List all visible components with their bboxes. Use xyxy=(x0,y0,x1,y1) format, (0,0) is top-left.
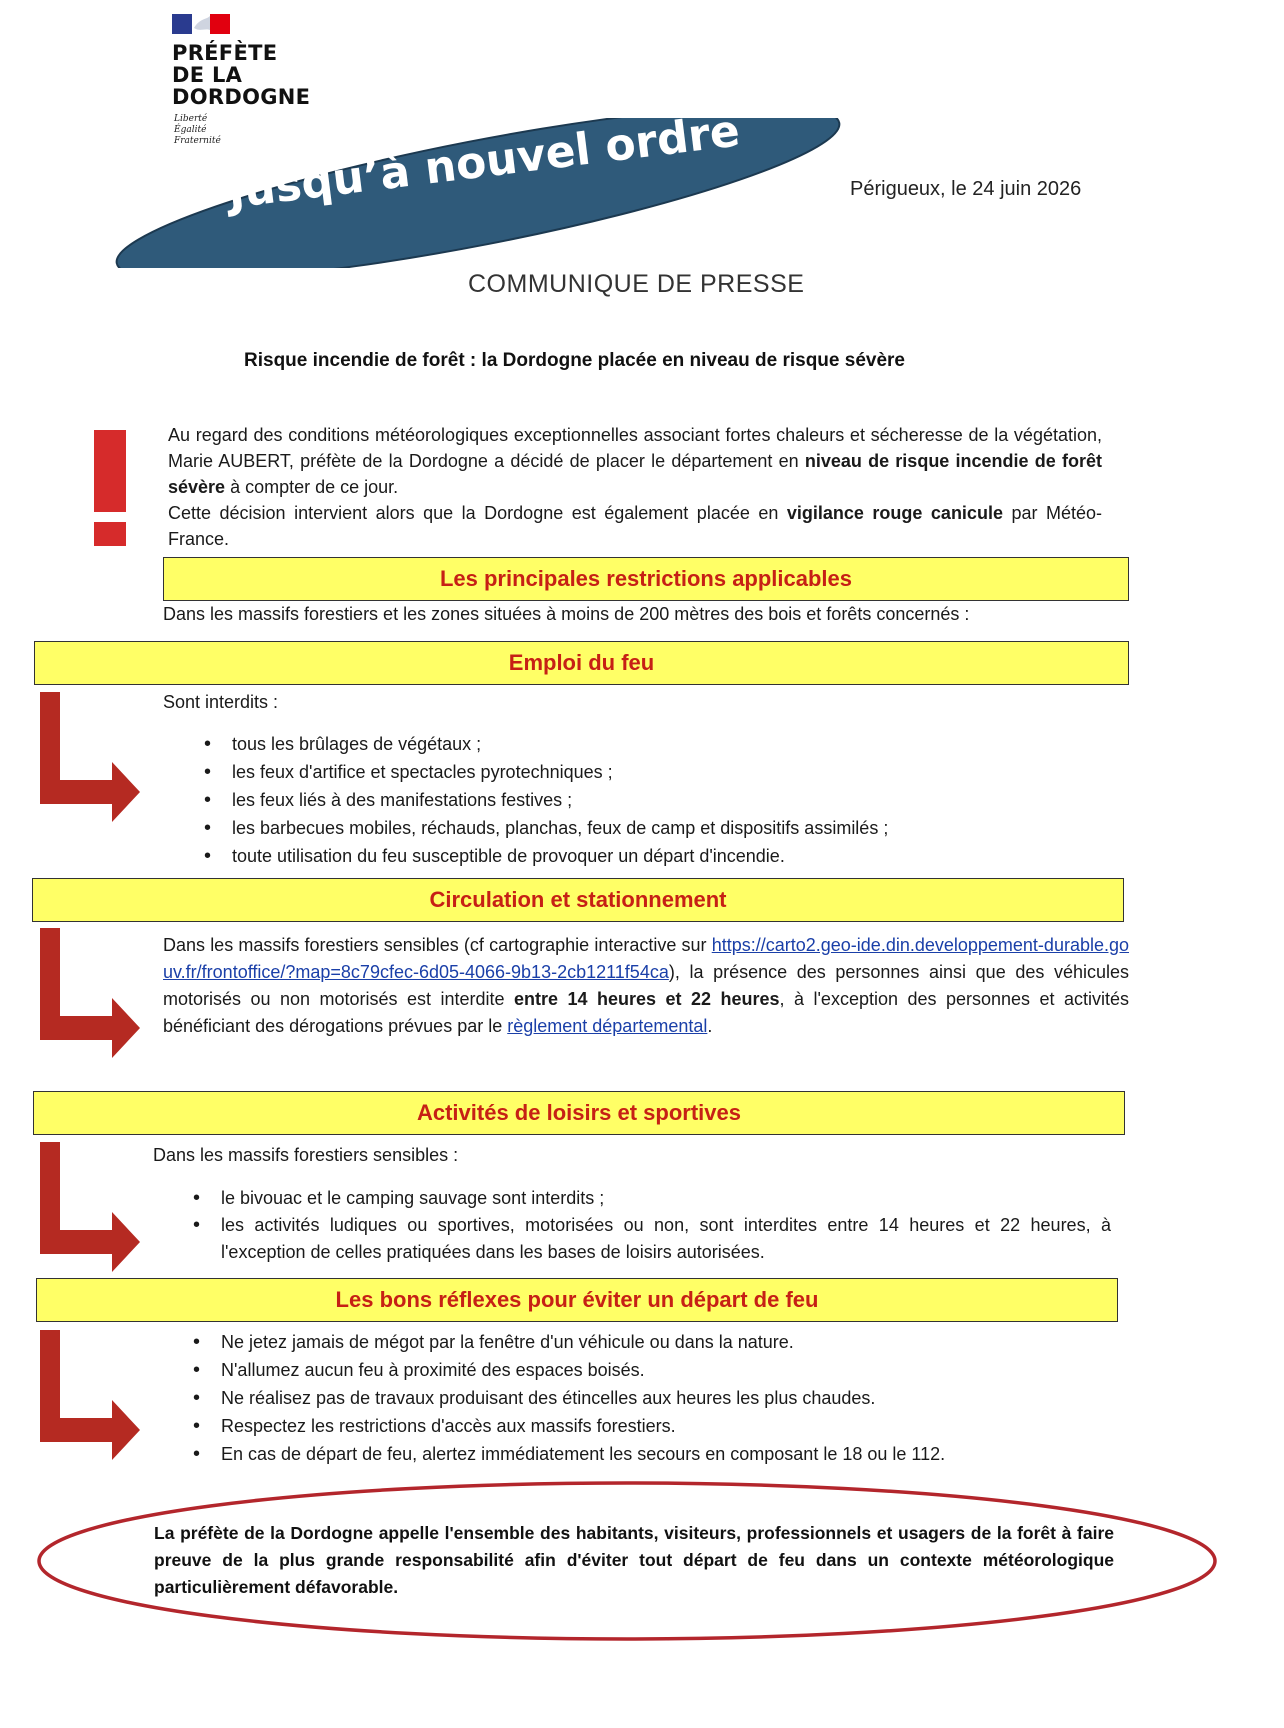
list-item: • En cas de départ de feu, alertez immédiatement les secours en composant le 18 ou le 112. xyxy=(193,1440,1113,1468)
regulation-link[interactable]: règlement départemental xyxy=(507,1016,708,1036)
reflexes-list xyxy=(193,1328,1113,1468)
list-item: • tous les brûlages de végétaux ; xyxy=(204,730,1104,758)
republic-motto: Liberté Égalité Fraternité xyxy=(174,114,221,146)
fire-list xyxy=(204,730,1104,870)
list-item: • toute utilisation du feu susceptible de provoquer un départ d'incendie. xyxy=(204,842,1104,870)
list-item: • les activités ludiques ou sportives, motorisées ou non, sont interdites entre 14 heures et 22 heures, à l'exception de celles pratiquées dans les bases de loisirs autorisées. xyxy=(193,1212,1111,1266)
prefecture-name: PRÉFÈTE DE LA DORDOGNE xyxy=(172,41,311,109)
arrow-right-icon xyxy=(32,688,142,828)
restrictions-scope: Dans les massifs forestiers et les zones situées à moins de 200 mètres des bois et forêts concernés : xyxy=(163,604,970,624)
leisure-lead: Dans les massifs forestiers sensibles : xyxy=(153,1145,459,1165)
leisure-list xyxy=(193,1184,1111,1266)
list-item: • Respectez les restrictions d'accès aux massifs forestiers. xyxy=(193,1412,1113,1440)
heading-reflexes: Les bons réflexes pour éviter un départ de feu xyxy=(36,1278,1118,1322)
arrow-right-icon xyxy=(32,1326,142,1466)
list-item: • Ne réalisez pas de travaux produisant des étincelles aux heures les plus chaudes. xyxy=(193,1384,1113,1412)
heading-restrictions: Les principales restrictions applicables xyxy=(163,557,1129,601)
list-item: • les feux d'artifice et spectacles pyrotechniques ; xyxy=(204,758,1104,786)
traffic-text: Dans les massifs forestiers sensibles (cf cartographie interactive sur https://carto2.geo-ide.din.developpement-durable.gouv.fr/frontoffice/?map=8c79cfec-6d05-4066-9b13-2cb1211f54ca), la présence des personnes ainsi que des véhicules motorisés ou non motorisés est interdite entre 14 heures et 22 heures, à l'exception des personnes et activités bénéficiant des dérogations prévues par le règlement départemental. xyxy=(163,935,1130,1036)
fire-lead: Sont interdits : xyxy=(163,692,279,712)
arrow-right-icon xyxy=(32,1138,142,1278)
appeal-text: La préfète de la Dordogne appelle l'ensemble des habitants, visiteurs, professionnels et usagers de la forêt à faire preuve de la plus grande responsabilité afin d'éviter tout départ de feu dans un contexte météorologique particulièrement défavorable. xyxy=(154,1523,1114,1597)
list-item: • N'allumez aucun feu à proximité des espaces boisés. xyxy=(193,1356,1113,1384)
banner-text: Jusqu’à nouvel ordre xyxy=(224,105,743,219)
heading-traffic: Circulation et stationnement xyxy=(32,878,1124,922)
arrow-right-icon xyxy=(32,924,142,1064)
heading-leisure: Activités de loisirs et sportives xyxy=(33,1091,1125,1135)
page-title: Risque incendie de forêt : la Dordogne placée en niveau de risque sévère xyxy=(244,350,905,371)
list-item: • les barbecues mobiles, réchauds, planchas, feux de camp et dispositifs assimilés ; xyxy=(204,814,1104,842)
press-release-label: COMMUNIQUE DE PRESSE xyxy=(468,270,805,298)
document-date: Périgueux, le 24 juin 2026 xyxy=(850,178,1082,200)
list-item: • les feux liés à des manifestations festives ; xyxy=(204,786,1104,814)
map-link[interactable]: https://carto2.geo-ide.din.developpement-durable.gouv.fr/frontoffice/?map=8c79cfec-6d05-4066-9b13-2cb1211f54ca xyxy=(163,935,1129,982)
heading-fire-use: Emploi du feu xyxy=(34,641,1129,685)
marianne-flag-logo xyxy=(172,14,230,34)
exclamation-icon xyxy=(90,430,132,548)
intro-text: Au regard des conditions météorologiques exceptionnelles associant fortes chaleurs et sécheresse de la végétation, Marie AUBERT, préfète de la Dordogne a décidé de placer le département en niveau de risque incendie de forêt sévère à compter de ce jour. Cette décision intervient alors que la Dordogne est également placée en vigilance rouge canicule par Météo-France. xyxy=(168,425,1102,549)
list-item: • le bivouac et le camping sauvage sont interdits ; xyxy=(193,1184,1111,1212)
list-item: • Ne jetez jamais de mégot par la fenêtre d'un véhicule ou dans la nature. xyxy=(193,1328,1113,1356)
